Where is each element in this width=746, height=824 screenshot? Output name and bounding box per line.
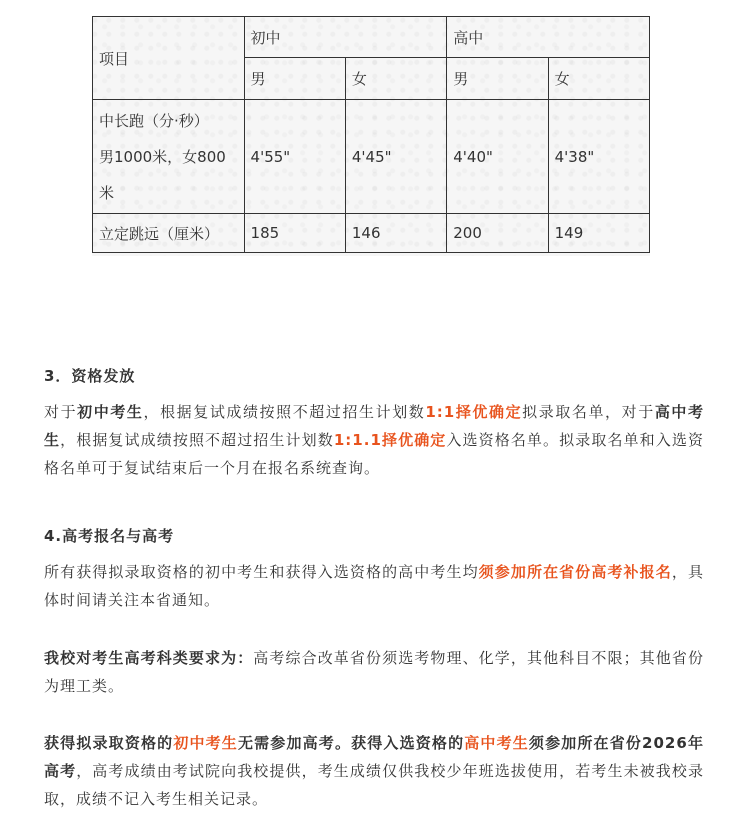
jump-label: 立定跳远（厘米） [93,214,245,253]
section-4-paragraph-2 [44,644,704,700]
s4-p3-junior: 初中考生 [173,734,238,752]
run-senior-male: 4'40" [447,100,548,214]
fitness-standards-table [92,16,650,253]
s3-text-c: ，根据复试成绩按照不超过招生计划数 [143,403,426,421]
s3-ratio-senior: 1:1.1择优确定 [333,431,447,449]
s3-text-g: ，根据复试成绩按照不超过招生计划数 [60,431,334,449]
jump-senior-male: 200 [447,214,548,253]
table-row-jump [93,214,650,253]
s3-junior-students: 初中考生 [77,403,144,421]
jump-junior-male: 185 [244,214,345,253]
run-label [93,100,245,214]
section-4 [44,522,704,550]
run-senior-female: 4'38" [548,100,649,214]
run-junior-female: 4'45" [345,100,446,214]
run-label-line1: 中长跑（分·秒） [99,111,209,130]
section-3 [44,362,704,390]
s3-text-i: 入选资格名单。拟录取名单和入选资格名单可于复试结束后一个月在报名系统查询。 [44,431,704,477]
s3-text-a: 对于 [44,403,78,421]
run-junior-male: 4'55" [244,100,345,214]
s4-p3-text-e: 须参加所在省份2026年高考 [44,734,704,780]
s3-senior-students: 高中考生 [44,403,704,449]
jump-junior-female: 146 [345,214,446,253]
s4-p3-text-a: 获得拟录取资格的 [44,734,174,752]
s3-text-e: 拟录取名单，对于 [522,403,655,421]
s4-p2-lead: 我校对考生高考科类要求为： [44,649,254,667]
section-4-paragraph-1 [44,558,704,614]
header-senior-female: 女 [548,58,649,100]
header-junior: 初中 [244,17,447,58]
s4-p3-senior: 高中考生 [464,734,529,752]
header-senior: 高中 [447,17,650,58]
s4-p3-text-c: 无需参加高考。获得入选资格的 [237,734,465,752]
header-item: 项目 [93,17,245,100]
section-3-heading: 3．资格发放 [44,367,136,385]
s4-p1-text-a: 所有获得拟录取资格的初中考生和获得入选资格的高中考生均 [44,563,479,581]
jump-senior-female: 149 [548,214,649,253]
header-junior-female: 女 [345,58,446,100]
s4-p1-text-c: ，具体时间请关注本省通知。 [44,563,704,609]
s3-ratio-junior: 1:1择优确定 [425,403,523,421]
section-4-paragraph-3 [44,729,704,813]
run-label-line3: 米 [99,183,115,202]
section-3-paragraph [44,398,704,482]
run-label-line2: 男1000米，女800 [99,147,226,166]
section-4-heading: 4.高考报名与高考 [44,527,175,545]
s4-p2-text: 高考综合改革省份须选考物理、化学，其他科目不限；其他省份为理工类。 [44,649,704,695]
header-senior-male: 男 [447,58,548,100]
s4-p1-highlight: 须参加所在省份高考补报名 [478,563,672,581]
s4-p3-text-f: ，高考成绩由考试院向我校提供，考生成绩仅供我校少年班选拔使用，若考生未被我校录取，成绩不记入考生相关记录。 [44,762,704,808]
table-header-row [93,17,650,58]
table-row-run [93,100,650,214]
header-junior-male: 男 [244,58,345,100]
